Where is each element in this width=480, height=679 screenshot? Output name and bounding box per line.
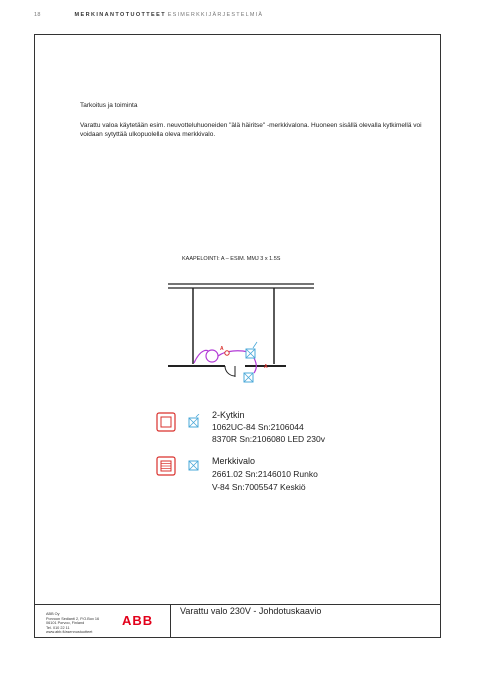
company-line: www.abb.fi/asennustuotteet xyxy=(46,630,93,635)
switch-symbol-icon xyxy=(188,414,200,428)
company-line: Porvoon Sedianti 2, P.O.Box 16 xyxy=(46,616,100,621)
wiring-diagram xyxy=(160,280,320,390)
legend-line: 1062UC-84 Sn:2106044 xyxy=(212,422,304,432)
cabling-note: KAAPELOINTI: A – ESIM. MMJ 3 x 1.5S xyxy=(182,256,281,262)
page-header xyxy=(34,12,263,18)
cable-label: A xyxy=(264,364,268,370)
footer-divider xyxy=(34,604,441,605)
legend-line: V-84 Sn:7005547 Keskiö xyxy=(212,482,306,492)
page-number: 18 xyxy=(34,12,41,18)
purpose-title: Tarkoitus ja toiminta xyxy=(80,102,138,109)
purpose-text: Varattu valoa käytetään esim. neuvotteluhuoneiden "älä häiritse" -merkkivalona. Huoneen sisällä olevalla kytkimellä voi voidaan sytyttää ulkopuolella oleva merkkivalo. xyxy=(80,122,422,138)
company-line: Tel. 010 22 11 xyxy=(46,625,70,630)
footer-divider-vertical xyxy=(170,604,171,638)
legend-line: 8370R Sn:2106080 LED 230v xyxy=(212,434,325,444)
section-title: MERKINANTOTUOTTEET xyxy=(74,12,166,18)
junction-box-icon xyxy=(206,350,218,362)
company-info xyxy=(46,612,99,635)
legend-name: Merkkivalo xyxy=(212,456,256,466)
drawing-title: Varattu valo 230V - Johdotuskaavio xyxy=(180,606,322,616)
subsection-title: ESIMERKKIJÄRJESTELMIÄ xyxy=(167,12,264,18)
abb-logo: ABB xyxy=(122,613,154,628)
legend-name: 2-Kytkin xyxy=(212,410,245,420)
light-point-icon xyxy=(225,351,229,355)
signal-light-symbol-icon xyxy=(188,460,200,472)
signal-light-device-icon xyxy=(156,456,176,476)
switch-device-icon xyxy=(156,412,176,432)
company-line: 06101 Porvoo, Finland xyxy=(46,621,85,626)
company-line: ABB Oy xyxy=(46,612,60,616)
door-swing xyxy=(225,366,235,376)
cable-label: A xyxy=(220,346,224,352)
legend-line: 2661.02 Sn:2146010 Runko xyxy=(212,469,318,479)
